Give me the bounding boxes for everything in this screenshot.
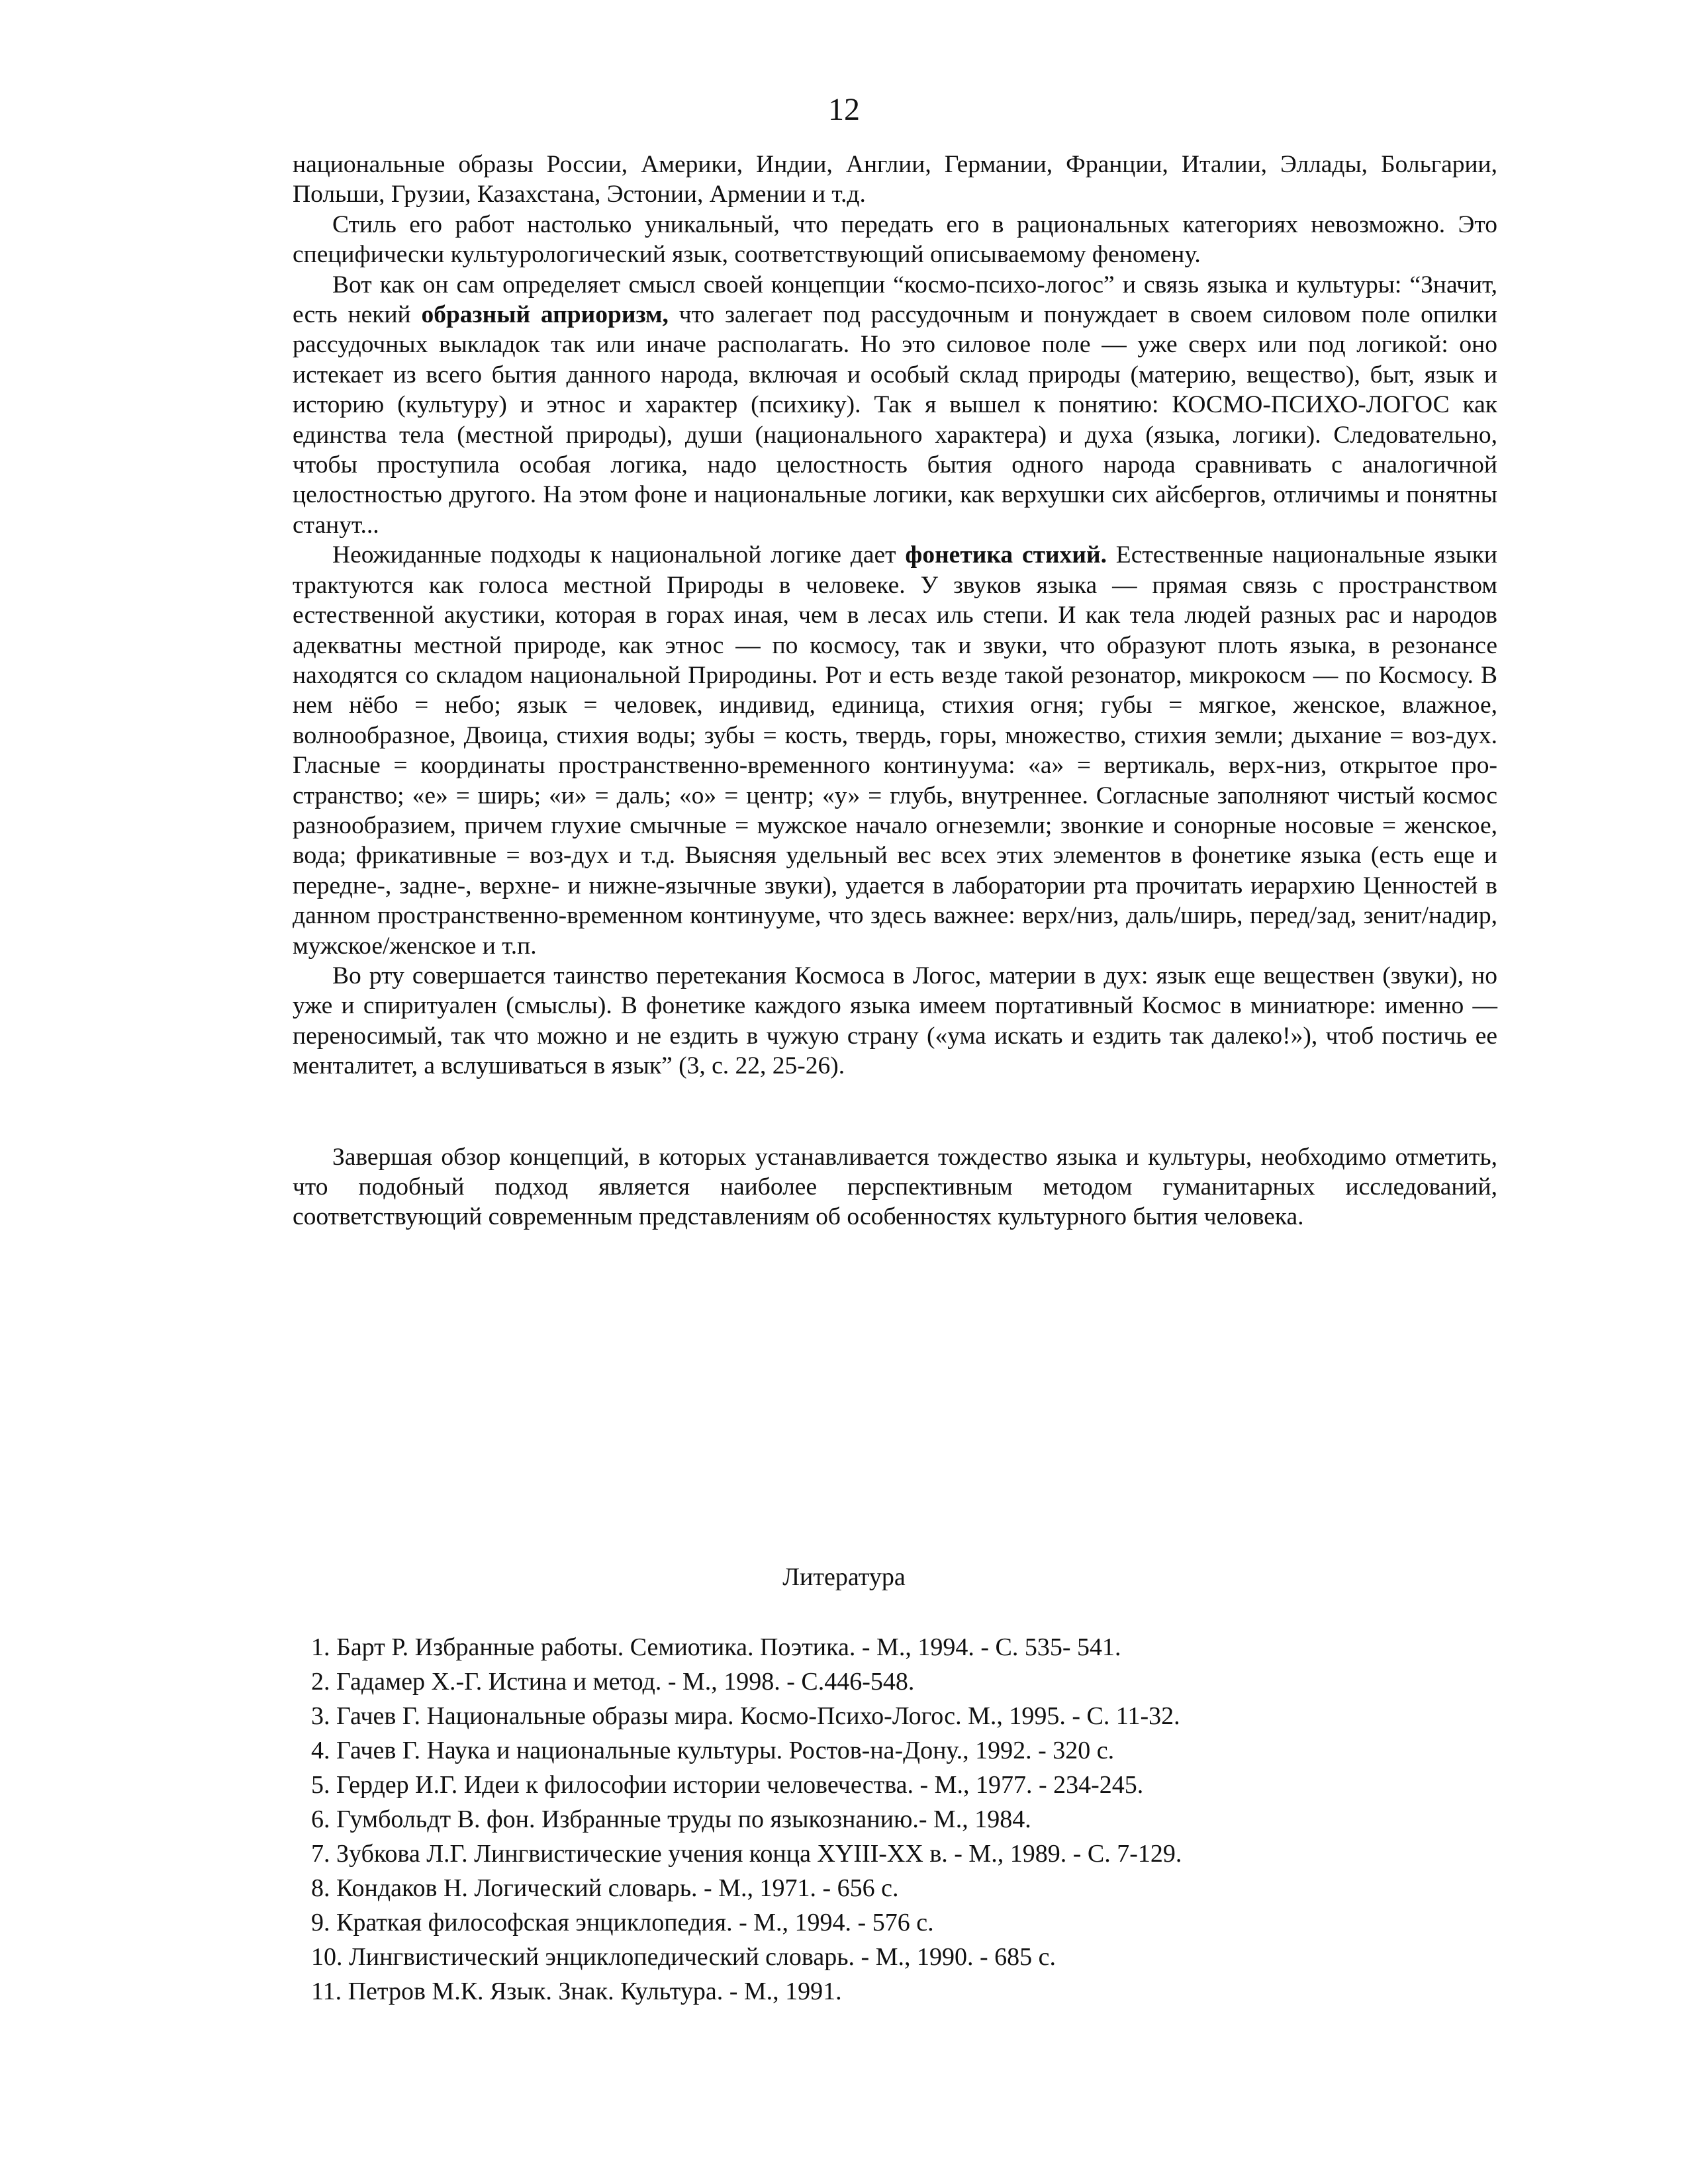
paragraph-3-bold-term: образный априоризм, <box>421 301 669 329</box>
reference-item: 3. Гачев Г. Национальные образы мира. Космо-Психо-Логос. М., 1995. - С. 11-32. <box>311 1702 1180 1730</box>
paragraph-2: Стиль его работ настолько уникальный, что передать его в рациональных категориях невозможно. Это специфически культурологический язык, соответствующий описываемому феномену. <box>293 210 1497 269</box>
reference-item: 8. Кондаков Н. Логический словарь. - М., 1971. - 656 с. <box>311 1874 899 1902</box>
reference-item: 4. Гачев Г. Наука и национальные культуры. Ростов-на-Дону., 1992. - 320 с. <box>311 1737 1115 1764</box>
references-list <box>311 1630 1436 2009</box>
body-text <box>293 150 1497 1232</box>
reference-item: 9. Краткая философская энциклопедия. - М., 1994. - 576 с. <box>311 1909 934 1936</box>
paragraph-3-rest: что залегает под рассудочным и понуждает в своем силовом поле опилки рассудочных выкладок так или иначе располагать. Но это силовое поле — уже сверх или под логикой: оно истекает из всего бытия данного народа, включая и особый склад природы (материю, вещество), быт, язык и историю (культуру) и этнос и характер (психику). Так я вышел к понятию: КОСМО-ПСИХО-ЛОГОС как единства тела (местной природы), души (национального характера) и духа (языка, логики). Следовательно, чтобы проступила особая логика, надо целостность бытия одного народа сравнивать с аналогичной целостностью другого. На этом фоне и национальные логики, как верхушки сих айсбергов, отличимы и понятны станут... <box>293 301 1497 539</box>
reference-item: 10. Лингвистический энциклопедический словарь. - М., 1990. - 685 с. <box>311 1943 1056 1971</box>
reference-item: 6. Гумбольдт В. фон. Избранные труды по языкознанию.- М., 1984. <box>311 1805 1031 1833</box>
reference-item: 5. Гердер И.Г. Идеи к философии истории человечества. - М., 1977. - 234-245. <box>311 1771 1144 1799</box>
paragraph-4-bold-term: фонетика стихий. <box>905 541 1107 569</box>
paragraph-3 <box>293 270 1497 541</box>
paragraph-4-start: Неожиданные подходы к национальной логике дает <box>332 541 906 569</box>
paragraph-4 <box>293 540 1497 961</box>
reference-item: 11. Петров М.К. Язык. Знак. Культура. - М., 1991. <box>311 1978 842 2005</box>
paragraph-6: Завершая обзор концепций, в которых устанавливается тождество языка и культуры, необходимо отметить, что подобный подход является наиболее перспективным методом гуманитарных исследований, соответствующий современным представлениям об особенностях культурного бытия человека. <box>293 1143 1497 1231</box>
page-number: 12 <box>828 92 860 127</box>
reference-item: 2. Гадамер Х.-Г. Истина и метод. - М., 1998. - С.446-548. <box>311 1668 915 1696</box>
paragraph-4-rest: Естественные национальные языки трактуются как голоса местной Природы в человеке. У звуков языка — прямая связь с пространством естественной акустики, которая в горах иная, чем в лесах иль степи. И как тела людей разных рас и народов адекватны местной природе, как этнос — по космосу, так и звуки, что образуют плоть языка, в резонансе находятся со складом национальной Природины. Рот и есть везде такой резонатор, микрокосм — по Космосу. В нем нёбо = небо; язык = человек, индивид, единица, стихия огня; губы = мягкое, женское, влажное, волнообразное, Двоица, стихия воды; зубы = кость, твердь, горы, множество, стихия земли; дыхание = воз-дух. Гласные = координаты пространственно-временного континуума: «а» = вертикаль, верх-низ, открытое про-странство; «е» = ширь; «и» = даль; «о» = центр; «у» = глубь, внутреннее. Согласные заполняют чистый космос разнообразием, причем глухие смычные = мужское начало огнеземли; звонкие и сонорные носовые = женское, вода; фрикативные = воз-дух и т.д. Выясняя удельный вес всех этих элементов в фонетике языка (есть еще и передне-, задне-, верхне- и нижне-язычные звуки), удается в лаборатории рта прочитать иерархию Ценностей в данном пространственно-временном континууме, что здесь важнее: верх/низ, даль/ширь, перед/зад, зенит/надир, мужское/женское и т.п. <box>293 541 1497 960</box>
reference-item: 7. Зубкова Л.Г. Лингвистические учения конца XYIII-XX в. - М., 1989. - С. 7-129. <box>311 1840 1182 1868</box>
references-title: Литература <box>782 1563 906 1591</box>
paragraph-3-start: Вот как он сам определяет смысл своей концепции “космо-психо-логос” и связь языка и культуры: “Значит, есть некий <box>293 271 1497 329</box>
paragraph-1: национальные образы России, Америки, Индии, Англии, Германии, Франции, Италии, Эллады, Больгарии, Польши, Грузии, Казахстана, Эстонии, Армении и т.д. <box>293 151 1497 208</box>
reference-item: 1. Барт Р. Избранные работы. Семиотика. Поэтика. - М., 1994. - С. 535- 541. <box>311 1633 1121 1661</box>
paragraph-5: Во рту совершается таинство перетекания Космоса в Логос, материи в дух: язык еще веществен (звуки), но уже и спиритуален (смыслы). В фонетике каждого языка имеем портативный Космос в миниатюре: именно — переносимый, так что можно и не ездить в чужую страну («ума искать и ездить так далеко!»), чтоб постичь ее менталитет, а вслушиваться в язык” (3, с. 22, 25-26). <box>293 962 1497 1080</box>
